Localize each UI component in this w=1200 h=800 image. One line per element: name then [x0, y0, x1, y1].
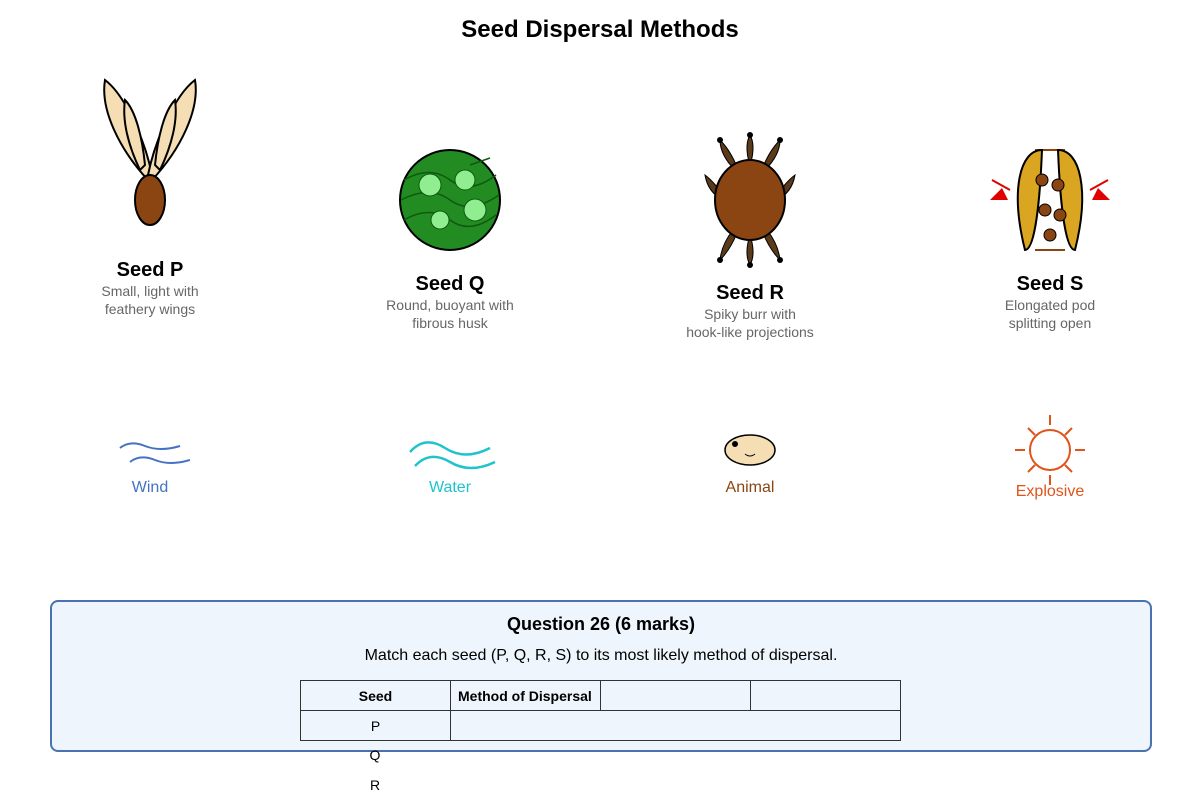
seed-description-line: hook-like projections — [686, 324, 814, 340]
seed-description-line: fibrous husk — [412, 315, 488, 331]
method-label: Animal — [725, 479, 775, 496]
seed-card-q — [330, 140, 570, 332]
question-title: Question 26 (6 marks) — [506, 614, 696, 634]
explosive-icon — [1010, 410, 1090, 490]
method-label: Explosive — [1015, 483, 1085, 500]
table-header-blank — [600, 680, 751, 711]
spiky-burr-seed-icon — [685, 125, 815, 275]
seed-description-line: feathery wings — [104, 301, 196, 317]
table-header-blank — [750, 680, 901, 711]
seed-description-line: splitting open — [1008, 315, 1092, 331]
seed-description-line: Elongated pod — [1004, 297, 1096, 313]
seed-description-line: Small, light with — [101, 283, 199, 299]
seed-name: Seed S — [1016, 273, 1084, 295]
method-water — [350, 430, 550, 498]
seed-name: Seed R — [716, 282, 784, 304]
table-header-method: Method of Dispersal — [450, 680, 601, 711]
method-explosive — [950, 410, 1150, 502]
winged-seed-icon — [90, 70, 210, 260]
seed-card-s — [930, 140, 1170, 332]
seed-name: Seed Q — [415, 273, 485, 295]
seed-card-r — [630, 125, 870, 341]
water-icon — [400, 430, 500, 474]
table-cell-seed: P — [300, 710, 451, 741]
seed-description-line: Spiky burr with — [704, 306, 796, 322]
answer-cell[interactable] — [450, 710, 901, 741]
splitting-pod-seed-icon — [980, 140, 1120, 260]
seed-description-line: Round, buoyant with — [386, 297, 514, 313]
table-header-seed: Seed — [300, 680, 451, 711]
method-animal — [650, 430, 850, 498]
wind-icon — [110, 430, 190, 474]
question-text: Match each seed (P, Q, R, S) to its most likely method of dispersal. — [364, 647, 838, 664]
animal-icon — [720, 430, 780, 474]
table-row-label: R — [369, 777, 381, 793]
seed-card-p — [30, 70, 270, 318]
method-label: Water — [428, 479, 472, 496]
seed-name: Seed P — [116, 259, 184, 281]
method-label: Wind — [131, 479, 169, 496]
table-row-label: Q — [369, 747, 381, 763]
method-wind — [50, 430, 250, 498]
round-husk-seed-icon — [390, 140, 510, 260]
page-title: Seed Dispersal Methods — [461, 16, 739, 43]
